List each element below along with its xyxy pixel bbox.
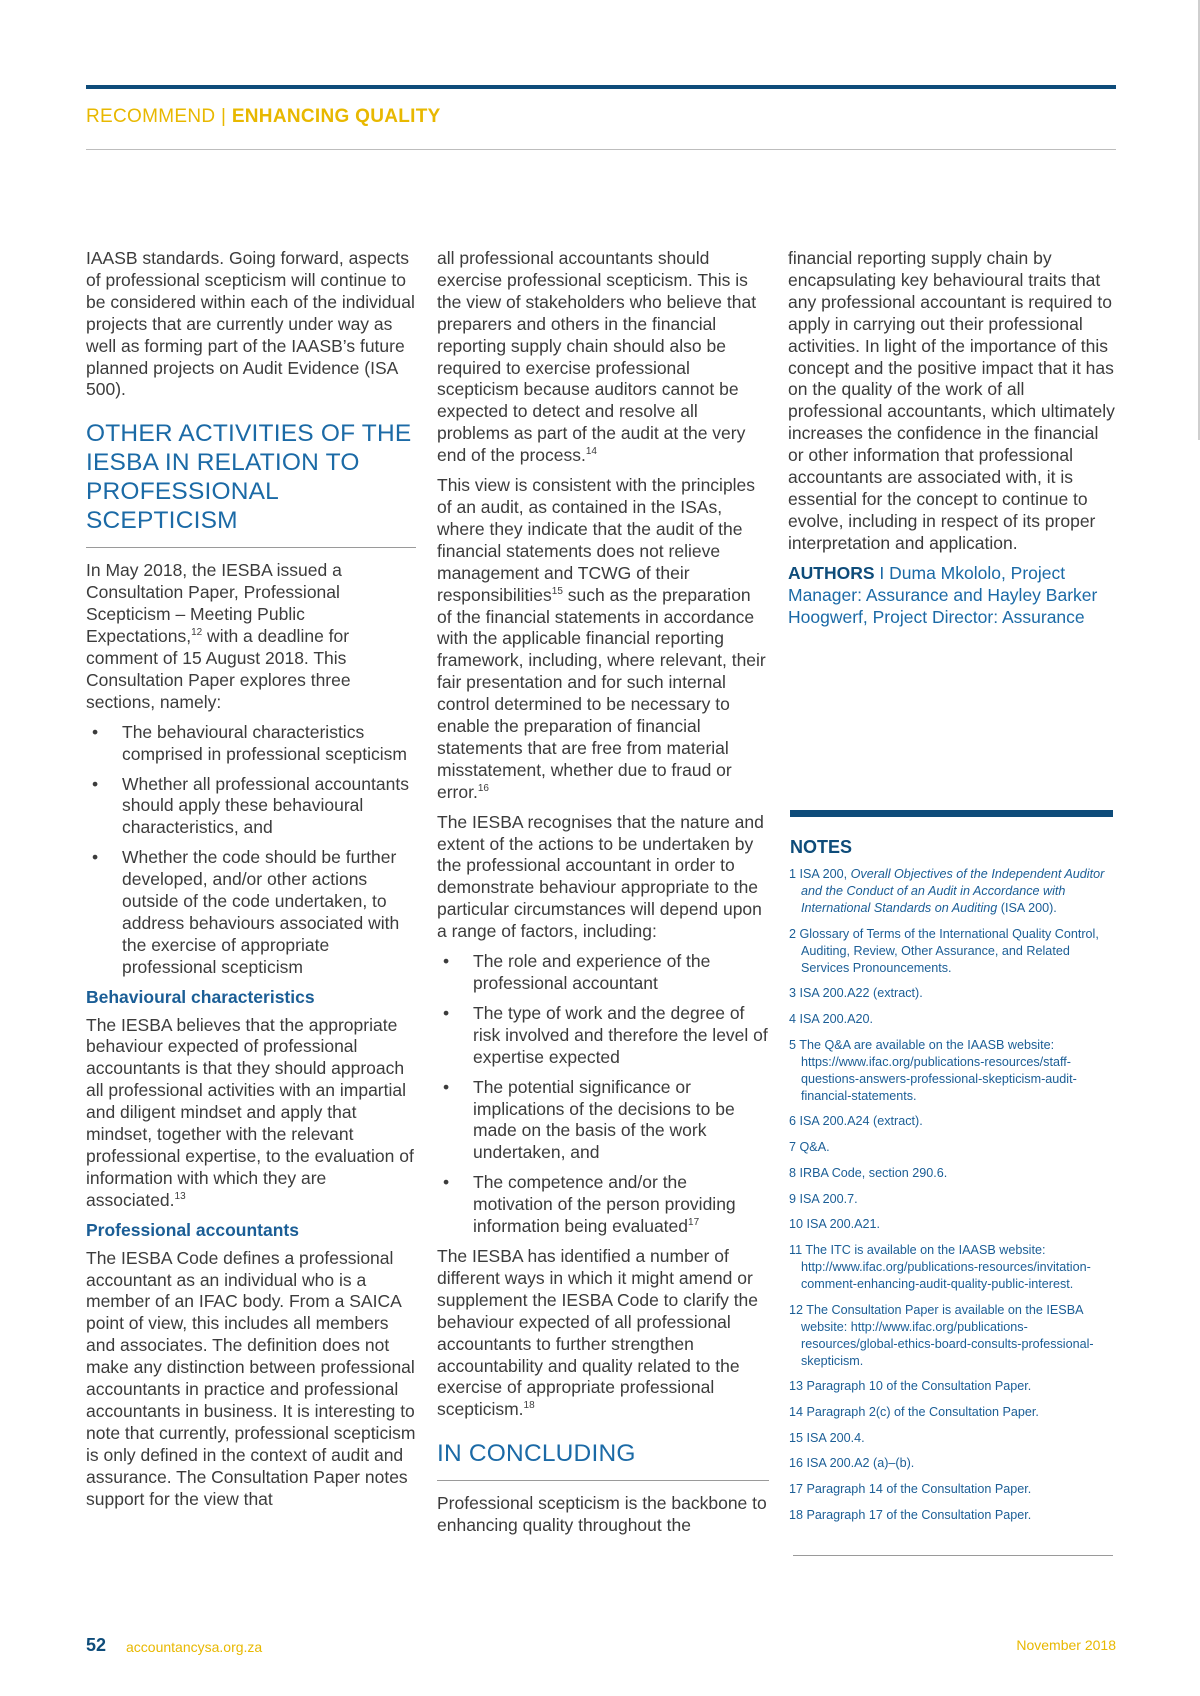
heading-other-activities: OTHER ACTIVITIES OF THE IESBA IN RELATION TO PROFESSIONAL SCEPTICISM	[86, 420, 412, 535]
footnote-ref: 12	[191, 627, 203, 639]
column-3	[788, 248, 1118, 636]
paragraph: Professional scepticism is the backbone to enhancing quality throughout the	[437, 1493, 767, 1536]
note-item: 4 ISA 200.A20.	[789, 1012, 874, 1027]
note-item: 12 The Consultation Paper is available on the IESBA website: http://www.ifac.org/publications-resources/global-ethics-board-consults-professional-skepticism.	[789, 1302, 1094, 1368]
paragraph: The IESBA Code defines a professional accountant as an individual who is a member of an IFAC body. From a SAICA point of view, this includes all members and associates. The definition does not make any distinction between professional accountants in practice and professional accountants in business. It is interesting to note that currently, professional scepticism is only defined in the context of audit and assurance. The Consultation Paper notes support for the view that	[86, 1247, 416, 1509]
list-item: • The role and experience of the professional accountant	[443, 951, 711, 993]
note-item: 2 Glossary of Terms of the International Quality Control, Auditing, Review, Other Assurance, and Related Services Pronouncements.	[789, 926, 1099, 975]
bullet-list	[86, 722, 416, 979]
paragraph: This view is consistent with the principles of an audit, as contained in the ISAs, where they indicate that the audit of the financial statements does not relieve management and TCWG of their responsibilities$^{15}$ such as the preparation of the financial statements in accordance with the applicable financial reporting framework, including, where relevant, their fair presentation and for such internal control determined to be necessary to enable the preparation of financial statements that are free from material misstatement, whether due to fraud or error.$^{16}$	[437, 475, 766, 802]
paragraph: In May 2018, the IESBA issued a Consultation Paper, Professional Scepticism – Meeting Public Expectations,$^{12}$ with a deadline for comment of 15 August 2018. This Consultation Paper explores three sections, namely:	[86, 560, 351, 712]
header-rule	[86, 149, 1116, 150]
list-item: • The competence and/or the motivation of the person providing information being evaluated$^{17}$	[443, 1172, 736, 1237]
footnote-ref: 15	[551, 585, 563, 597]
note-item: 11 The ITC is available on the IAASB website: http://www.ifac.org/publications-resources/invitation-comment-enhancing-audit-quality-public-interest.	[789, 1242, 1091, 1291]
note-item: 16 ISA 200.A2 (a)–(b).	[789, 1456, 915, 1471]
footer-site-link[interactable]: accountancysa.org.za	[126, 1639, 263, 1655]
header-separator: |	[220, 106, 227, 127]
paragraph: The IESBA recognises that the nature and extent of the actions to be undertaken by the professional accountant in order to demonstrate behaviour appropriate to the particular circumstances will depend upon a range of factors, including:	[437, 811, 764, 942]
note-item: 1 ISA 200, Overall Objectives of the Independent Auditor and the Conduct of an Audit in Accordance with International Standards on Auditing (ISA 200).	[789, 867, 1105, 915]
page-number: 52	[86, 1635, 107, 1655]
paragraph: financial reporting supply chain by encapsulating key behavioural traits that any professional accountant is required to apply in carrying out their professional activities. In light of the importance of this concept and the positive impact that it has on the quality of the work of all professional accountants, which ultimately increases the confidence in the financial or other information that professional accountants are associated with, it is essential for the concept to continue to evolve, including in respect of its proper interpretation and application.	[788, 248, 1115, 553]
footnote-ref: 16	[477, 782, 489, 794]
authors-text: I Duma Mkololo, Project Manager: Assurance and Hayley Barker Hoogwerf, Project Director: Assurance	[788, 562, 1098, 627]
note-item: 15 ISA 200.4.	[789, 1430, 865, 1445]
note-item: 9 ISA 200.7.	[789, 1191, 858, 1206]
list-item: • Whether the code should be further developed, and/or other actions outside of the code undertaken, to address behaviours associated with the exercise of appropriate professional scepticism	[92, 847, 400, 977]
subheading-professional-accountants: Professional accountants	[86, 1219, 299, 1240]
note-item: 13 Paragraph 10 of the Consultation Paper.	[789, 1379, 1032, 1394]
footer-date: November 2018	[1016, 1637, 1116, 1653]
note-item: 7 Q&A.	[789, 1140, 830, 1155]
heading-in-concluding: IN CONCLUDING	[437, 1440, 636, 1468]
footnote-ref: 14	[585, 446, 597, 458]
paragraph: The IESBA has identified a number of different ways in which it might amend or supplement the IESBA Code to clarify the behaviour expected of all professional accountants to further strengthen accountability and quality related to the exercise of appropriate professional scepticism.$^{18}$	[437, 1245, 759, 1420]
list-item: • Whether all professional accountants should apply these behavioural characteristics, and	[92, 773, 409, 838]
footnote-ref: 18	[523, 1400, 535, 1412]
notes-title: NOTES	[790, 837, 853, 857]
note-item: 10 ISA 200.A21.	[789, 1217, 881, 1232]
heading-rule	[86, 547, 416, 548]
footnote-ref: 13	[174, 1190, 186, 1202]
list-item: • The behavioural characteristics comprised in professional scepticism	[92, 721, 407, 764]
header-category: RECOMMEND	[86, 106, 216, 127]
paragraph: all professional accountants should exercise professional scepticism. This is the view of stakeholders who believe that preparers and others in the financial reporting supply chain should also be required to exercise professional scepticism because auditors cannot be expected to detect and resolve all problems as part of the audit at the very end of the process.$^{14}$	[437, 248, 757, 466]
note-item: 17 Paragraph 14 of the Consultation Paper.	[789, 1482, 1032, 1496]
note-item: 14 Paragraph 2(c) of the Consultation Paper.	[789, 1404, 1039, 1419]
top-rule	[86, 85, 1116, 89]
notes-bar	[790, 810, 1113, 817]
column-2	[437, 248, 769, 1545]
note-item: 6 ISA 200.A24 (extract).	[789, 1114, 923, 1129]
authors-credit	[788, 563, 1118, 629]
footnote-ref: 17	[688, 1217, 700, 1229]
column-1	[86, 248, 416, 1519]
note-item: 8 IRBA Code, section 290.6.	[789, 1165, 948, 1180]
note-item: 3 ISA 200.A22 (extract).	[789, 986, 923, 1001]
list-item: • The type of work and the degree of risk involved and therefore the level of expertise expected	[443, 1002, 768, 1067]
paragraph: IAASB standards. Going forward, aspects of professional scepticism will continue to be considered within each of the individual projects that are currently under way as well as forming part of the IAASB’s future planned projects on Audit Evidence (ISA 500).	[86, 248, 415, 400]
bullet-list	[437, 951, 769, 1238]
notes-list	[789, 866, 1111, 1532]
list-item: • The potential significance or implications of the decisions to be made on the basis of the work undertaken, and	[443, 1076, 735, 1163]
header-section: ENHANCING QUALITY	[231, 106, 441, 127]
note-item: 5 The Q&A are available on the IAASB website: https://www.ifac.org/publications-resources/staff-questions-answers-professional-skepticism-audit-financial-statements.	[789, 1037, 1077, 1103]
paragraph: The IESBA believes that the appropriate behaviour expected of professional accountants is that they should approach all professional activities with an impartial and diligent mindset and apply that mindset, together with the relevant professional expertise, to the evaluation of information with which they are associated.$^{13}$	[86, 1014, 414, 1210]
authors-label: AUTHORS	[788, 562, 875, 583]
heading-rule	[437, 1480, 769, 1481]
notes-rule	[793, 1555, 1113, 1556]
section-header	[86, 106, 441, 128]
note-item: 18 Paragraph 17 of the Consultation Paper.	[789, 1507, 1032, 1522]
subheading-behavioural: Behavioural characteristics	[86, 986, 315, 1007]
